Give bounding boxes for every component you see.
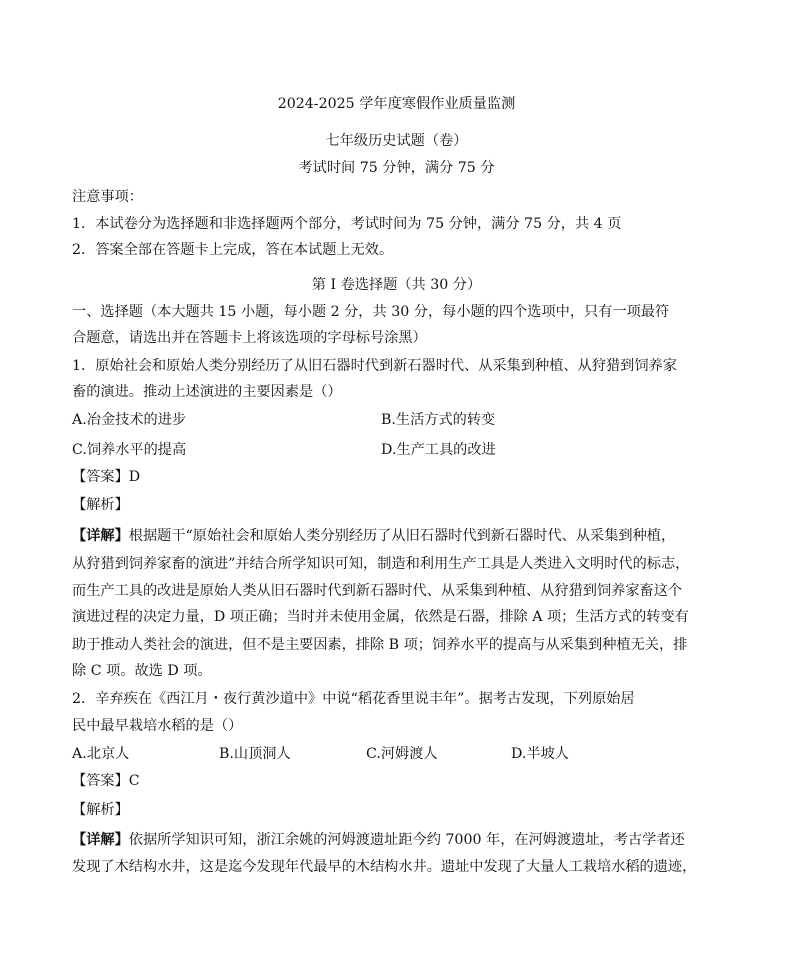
detail-line: 发现了木结构水井，这是迄今发现年代最早的木结构水井。遗址中发现了大量人工栽培水稻的遗迹，: [72, 859, 697, 875]
exam-subtitle: 七年级历史试题（卷）: [325, 133, 468, 149]
detail-line: 除 C 项。故选 D 项。: [72, 663, 212, 679]
question-stem: 民中最早栽培水稻的是（）: [72, 718, 243, 734]
question-stem: 2．辛弃疾在《西江月・夜行黄沙道中》中说“稻花香里说丰年”。据考古发现，下列原始居: [72, 691, 635, 707]
detail-label: 【详解】: [72, 832, 129, 848]
option-a: A.冶金技术的进步: [72, 412, 187, 428]
section-title: 第 I 卷选择题（共 30 分）: [311, 277, 482, 293]
detail-line: 演进过程的决定力量，D 项正确；当时并未使用金属，依然是石器，排除 A 项；生活方式的转变有: [72, 609, 689, 625]
section-instruction: 合题意，请选出并在答题卡上将该选项的字母标号涂黑）: [72, 330, 427, 346]
exam-title: 2024-2025 学年度寒假作业质量监测: [277, 96, 516, 112]
notice-heading: 注意事项：: [72, 189, 143, 205]
exam-time-info: 考试时间 75 分钟，满分 75 分: [298, 160, 495, 176]
detail-text: 根据题干“原始社会和原始人类分别经历了从旧石器时代到新石器时代、从采集到种植，: [128, 528, 676, 544]
analysis-label: 【解析】: [72, 497, 129, 513]
detail-line: 而生产工具的改进是原始人类从旧石器时代到新石器时代、从采集到种植、从狩猎到饲养家畜这个: [72, 583, 683, 599]
detail-line: 助于推动人类社会的演进，但不是主要因素，排除 B 项；饲养水平的提高与从采集到种植无关，排: [72, 637, 688, 653]
option-b: B.山顶洞人: [219, 746, 291, 762]
detail-text: 依据所学知识可知，浙江余姚的河姆渡遗址距今约 7000 年，在河姆渡遗址，考古学者还: [128, 832, 685, 848]
detail-line: [72, 526, 675, 546]
answer-label: 【答案】D: [72, 469, 141, 485]
answer-label: 【答案】C: [72, 773, 140, 789]
option-d: D.半坡人: [511, 746, 569, 762]
option-b: B.生活方式的转变: [381, 412, 496, 428]
notice-item: 1．本试卷分为选择题和非选择题两个部分，考试时间为 75 分钟，满分 75 分，共 4 页: [72, 216, 622, 232]
question-stem: 畜的演进。推动上述演进的主要因素是（）: [72, 384, 342, 400]
question-stem: 1．原始社会和原始人类分别经历了从旧石器时代到新石器时代、从采集到种植、从狩猎到饲养家: [72, 358, 677, 374]
detail-line: 从狩猎到饲养家畜的演进”并结合所学知识可知，制造和利用生产工具是人类进入文明时代的标志，: [72, 556, 690, 572]
option-d: D.生产工具的改进: [381, 442, 496, 458]
detail-line: [72, 830, 685, 850]
option-c: C.河姆渡人: [366, 746, 438, 762]
option-a: A.北京人: [72, 746, 130, 762]
analysis-label: 【解析】: [72, 802, 129, 818]
section-instruction: 一、选择题（本大题共 15 小题，每小题 2 分，共 30 分，每小题的四个选项中，只有一项最符: [72, 304, 670, 320]
detail-label: 【详解】: [72, 528, 129, 544]
notice-item: 2．答案全部在答题卡上完成，答在本试题上无效。: [72, 242, 394, 258]
option-c: C.饲养水平的提高: [72, 442, 187, 458]
